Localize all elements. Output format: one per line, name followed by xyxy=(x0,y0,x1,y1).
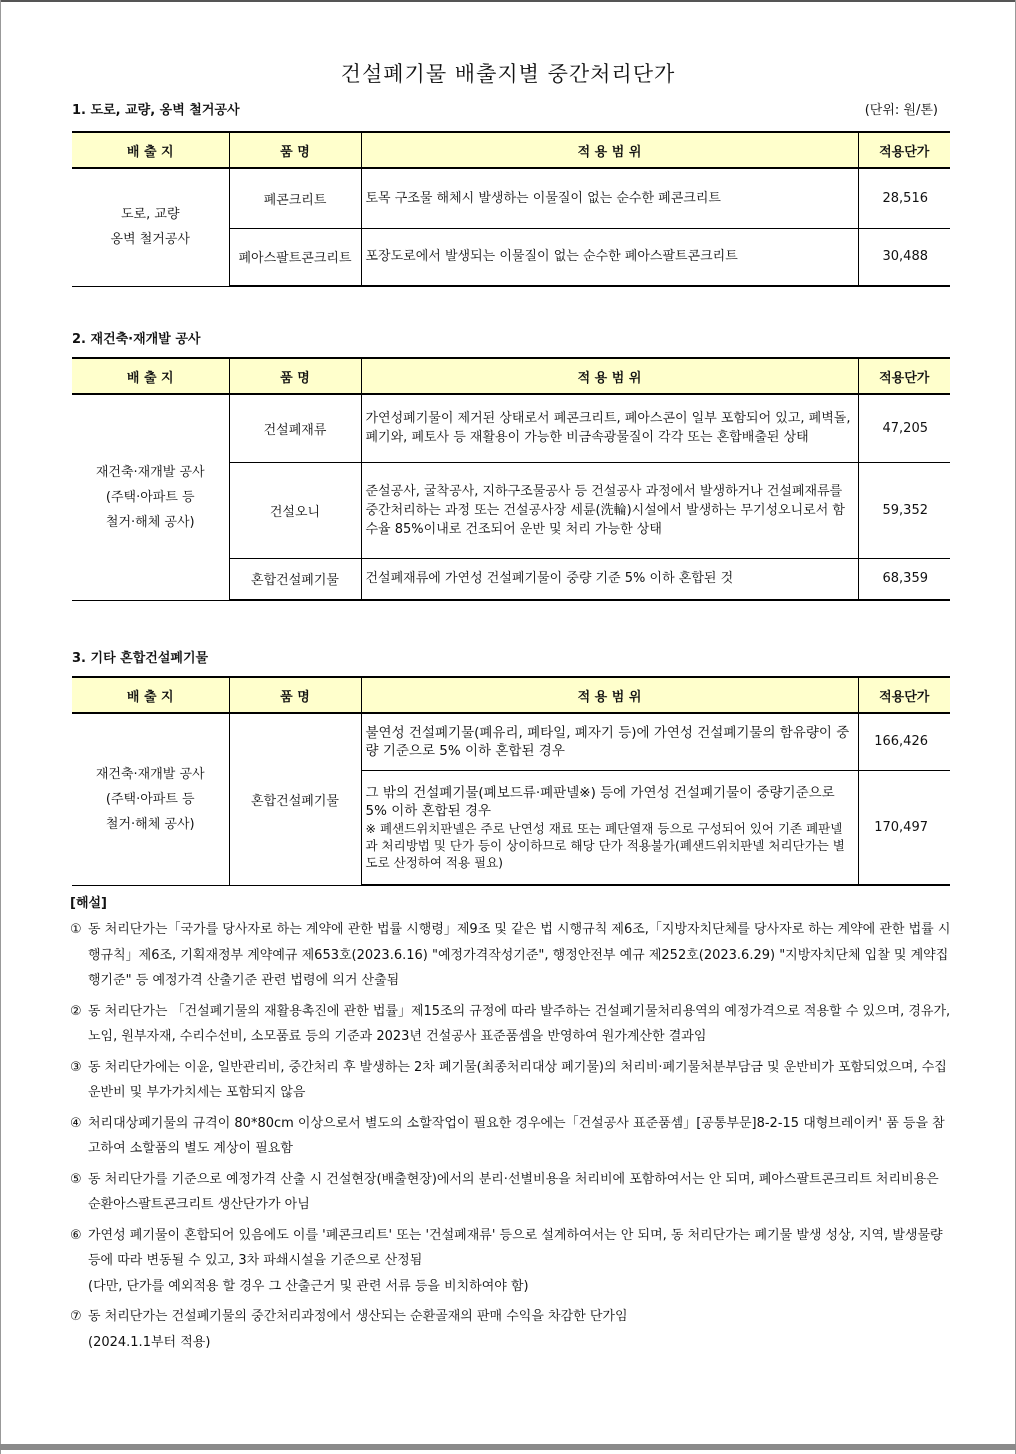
note-text: 동 처리단가에는 이윤, 일반관리비, 중간처리 후 발생하는 2차 폐기물(최종처리대상 폐기물)의 처리비·폐기물처분부담금 및 운반비가 포함되었으며, 수집운반비 및 부가가치세는 포함되지 않음 xyxy=(88,1059,947,1100)
origin-cell xyxy=(72,713,229,885)
note-text: 동 처리단가는 건설폐기물의 중간처리과정에서 생산되는 순환골재의 판매 수익을 차감한 단가임 xyxy=(88,1309,628,1324)
note-item xyxy=(70,999,955,1050)
note-number: ① xyxy=(70,922,82,937)
price: 59,352 xyxy=(858,462,950,558)
header-price: 적용단가 xyxy=(858,677,950,713)
item-name: 폐콘크리트 xyxy=(229,168,361,228)
note-text: 처리대상폐기물의 규격이 80*80cm 이상으로서 별도의 소할작업이 필요한 경우에는「건설공사 표준품셈」[공통부문]8-2-15 대형브레이커' 품 등을 참고하여 소할품의 별도 계상이 필요함 xyxy=(88,1115,945,1156)
origin-line: 재건축·재개발 공사 xyxy=(95,464,205,480)
origin-line: 옹벽 철거공사 xyxy=(110,232,190,248)
scope-text: 가연성폐기물이 제거된 상태로서 폐콘크리트, 폐아스콘이 일부 포함되어 있고, 폐벽돌, 폐기와, 폐토사 등 재활용이 가능한 비금속광물질이 각각 또는 혼합배출된 상태 xyxy=(361,394,858,462)
header-item: 품 명 xyxy=(229,677,361,713)
table-section-3 xyxy=(72,676,950,886)
note-text: 동 처리단가를 기준으로 예정가격 산출 시 건설현장(배출현장)에서의 분리·선별비용을 처리비에 포함하여서는 안 되며, 폐아스팔트콘크리트 처리비용은 순환아스팔트콘크리트 생산단가가 아님 xyxy=(88,1171,939,1212)
origin-line: 철거·해체 공사) xyxy=(105,816,195,832)
scope-footnote: ※ 폐샌드위치판넬은 주로 난연성 재료 또는 폐단열재 등으로 구성되어 있어 기존 폐판넬과 처리방법 및 단가 등이 상이하므로 해당 단가 적용불가(폐샌드위치판넬 처리단가는 별도로 산정하여 적용 필요) xyxy=(365,820,845,870)
note-number: ⑤ xyxy=(70,1171,82,1187)
scope-text: 토목 구조물 해체시 발생하는 이물질이 없는 순수한 폐콘크리트 xyxy=(361,168,858,228)
item-name: 폐아스팔트콘크리트 xyxy=(229,228,361,286)
note-number: ⑦ xyxy=(70,1309,82,1324)
item-name: 혼합건설폐기물 xyxy=(229,713,361,885)
note-text-wrap xyxy=(88,1223,955,1300)
price: 47,205 xyxy=(858,394,950,462)
price: 28,516 xyxy=(858,168,950,228)
note-text: 동 처리단가는 「건설폐기물의 재활용촉진에 관한 법률」제15조의 규정에 따라 발주하는 건설폐기물처리용역의 예정가격으로 적용할 수 있으며, 경유가, 노임, 원부자재, 수리수선비, 소모품료 등의 기준과 2023년 건설공사 표준품셈을 반영하여 원가계산한 결과임 xyxy=(88,1003,951,1044)
note-text-wrap xyxy=(88,1304,955,1355)
item-name: 혼합건설폐기물 xyxy=(229,558,361,600)
notes-heading: [해설] xyxy=(70,896,107,911)
page-bottom-border xyxy=(0,1444,1016,1450)
page-top-border xyxy=(0,0,1016,2)
note-subtext: (다만, 단가를 예외적용 할 경우 그 산출근거 및 관련 서류 등을 비치하여야 함) xyxy=(88,1278,529,1294)
note-item xyxy=(70,917,955,994)
price: 68,359 xyxy=(858,558,950,600)
origin-line: (주택·아파트 등 xyxy=(105,489,195,505)
header-scope: 적 용 범 위 xyxy=(361,132,858,168)
header-scope: 적 용 범 위 xyxy=(361,677,858,713)
price: 166,426 xyxy=(858,713,950,770)
section-1-heading: 1. 도로, 교량, 옹벽 철거공사 xyxy=(72,103,240,118)
note-subtext: (2024.1.1부터 적용) xyxy=(88,1334,211,1350)
note-number: ⑥ xyxy=(70,1227,82,1243)
note-item xyxy=(70,1223,955,1300)
note-number: ④ xyxy=(70,1115,82,1131)
scope-text: 그 밖의 건설폐기물(폐보드류·폐판넬※) 등에 가연성 건설폐기물이 중량기준으로 5% 이하 혼합된 경우 xyxy=(365,784,835,819)
header-item: 품 명 xyxy=(229,358,361,394)
note-item xyxy=(70,1304,955,1355)
page-left-border xyxy=(0,0,1,1454)
item-name: 건설오니 xyxy=(229,462,361,558)
page-title: 건설폐기물 배출지별 중간처리단가 xyxy=(340,62,676,86)
table-row xyxy=(72,394,950,462)
header-price: 적용단가 xyxy=(858,358,950,394)
header-scope: 적 용 범 위 xyxy=(361,358,858,394)
table-row xyxy=(72,168,950,228)
note-number: ② xyxy=(70,1003,82,1019)
header-item: 품 명 xyxy=(229,132,361,168)
header-origin: 배 출 지 xyxy=(72,132,229,168)
note-item xyxy=(70,1167,955,1218)
scope-text: 준설공사, 굴착공사, 지하구조물공사 등 건설공사 과정에서 발생하거나 건설폐재류를 중간처리하는 과정 또는 건설공사장 세륜(洗輪)시설에서 발생하는 무기성오니로서 함수율 85%이내로 건조되어 운반 및 처리 가능한 상태 xyxy=(361,462,858,558)
table-section-1 xyxy=(72,131,950,287)
table-row xyxy=(72,713,950,770)
note-text: 동 처리단가는「국가를 당사자로 하는 계약에 관한 법률 시행령」제9조 및 같은 법 시행규칙 제6조,「지방자치단체를 당사자로 하는 계약에 관한 법률 시행규칙」제6조, 기획재정부 계약예규 제653호(2023.6.16) "예정가격작성기준", 행정안전부 예규 제252호(2023.6.29) "지방자치단체 입찰 및 계약집행기준" 등 예정가격 산출기준 관련 법령에 의거 산출됨 xyxy=(88,922,951,988)
scope-text: 불연성 건설폐기물(폐유리, 폐타일, 폐자기 등)에 가연성 건설폐기물의 함유량이 중량 기준으로 5% 이하 혼합된 경우 xyxy=(361,713,858,770)
item-name: 건설폐재류 xyxy=(229,394,361,462)
scope-text: 포장도로에서 발생되는 이물질이 없는 순수한 폐아스팔트콘크리트 xyxy=(361,228,858,286)
header-origin: 배 출 지 xyxy=(72,677,229,713)
header-origin: 배 출 지 xyxy=(72,358,229,394)
origin-line: 재건축·재개발 공사 xyxy=(95,766,205,782)
origin-line: 철거·해체 공사) xyxy=(105,514,195,530)
note-text: 가연성 폐기물이 혼합되어 있음에도 이를 '폐콘크리트' 또는 '건설폐재류' 등으로 설계하여서는 안 되며, 동 처리단가는 폐기물 발생 성상, 지역, 발생물량 등에 따라 변동될 수 있고, 3차 파쇄시설을 기준으로 산정됨 xyxy=(88,1227,943,1268)
origin-cell xyxy=(72,168,229,286)
note-item xyxy=(70,1055,955,1106)
section-2-heading: 2. 재건축·재개발 공사 xyxy=(72,332,201,347)
origin-line: (주택·아파트 등 xyxy=(105,791,195,807)
price: 170,497 xyxy=(858,770,950,885)
note-number: ③ xyxy=(70,1059,82,1075)
header-price: 적용단가 xyxy=(858,132,950,168)
unit-label: (단위: 원/톤) xyxy=(864,103,938,118)
origin-line: 도로, 교량 xyxy=(121,207,180,223)
scope-text: 건설폐재류에 가연성 건설폐기물이 중량 기준 5% 이하 혼합된 것 xyxy=(361,558,858,600)
table-section-2 xyxy=(72,357,950,601)
section-3-heading: 3. 기타 혼합건설폐기물 xyxy=(72,651,209,666)
notes-section xyxy=(70,892,955,1360)
scope-cell xyxy=(361,770,858,885)
note-item xyxy=(70,1111,955,1162)
origin-cell xyxy=(72,394,229,600)
price: 30,488 xyxy=(858,228,950,286)
